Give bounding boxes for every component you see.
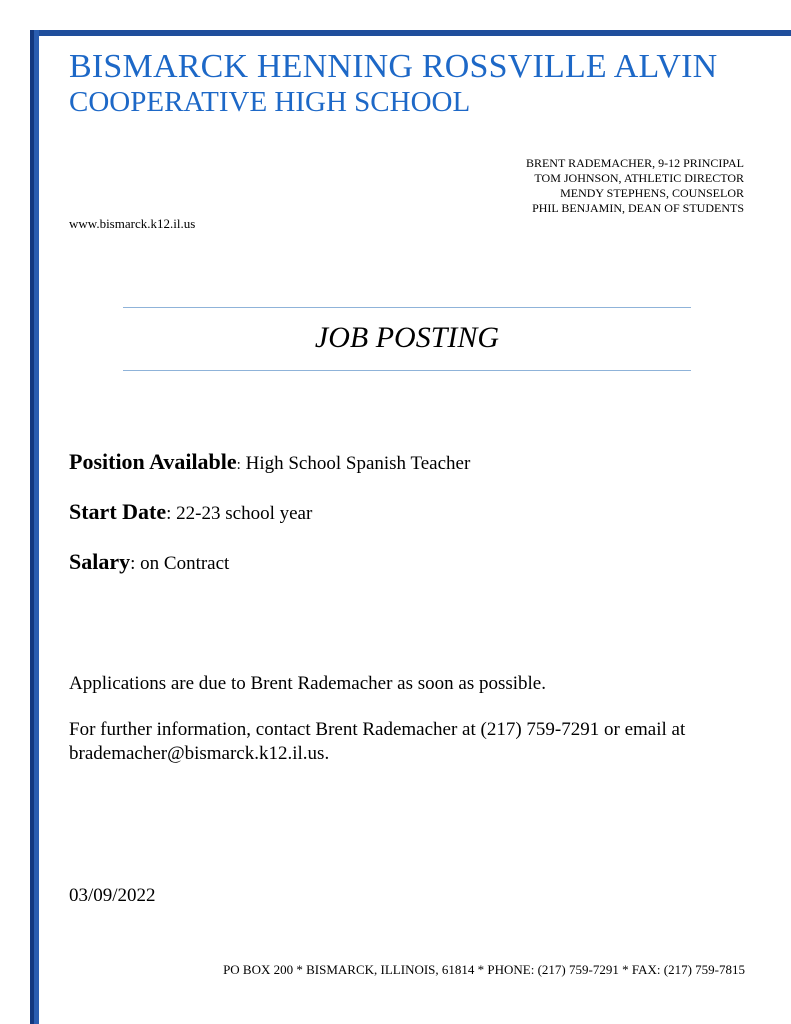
page-title: JOB POSTING	[314, 321, 500, 354]
title-rule-bottom	[123, 370, 691, 371]
salary-value: : on Contract	[130, 553, 230, 574]
staff-dean: PHIL BENJAMIN, DEAN OF STUDENTS	[532, 201, 744, 215]
school-name-line1: BISMARCK HENNING ROSSVILLE ALVIN	[69, 48, 718, 85]
salary-field	[69, 549, 229, 575]
start-date-label: Start Date	[69, 499, 167, 524]
salary-label: Salary	[69, 549, 131, 574]
start-date-value: : 22-23 school year	[166, 503, 313, 524]
position-field	[69, 449, 470, 475]
start-date-field	[69, 499, 312, 525]
staff-athletic-director: TOM JOHNSON, ATHLETIC DIRECTOR	[534, 171, 744, 185]
top-border	[30, 30, 791, 36]
position-colon: :	[236, 457, 241, 473]
staff-counselor: MENDY STEPHENS, COUNSELOR	[560, 186, 744, 200]
footer-address: PO BOX 200 * BISMARCK, ILLINOIS, 61814 * PHONE: (217) 759-7291 * FAX: (217) 759-7815	[223, 962, 745, 977]
staff-list	[526, 156, 744, 216]
applications-paragraph: Applications are due to Brent Rademacher as soon as possible.	[69, 673, 546, 694]
school-name-line2: COOPERATIVE HIGH SCHOOL	[69, 86, 471, 118]
position-label: Position Available	[69, 449, 237, 474]
title-rule-top	[123, 307, 691, 308]
contact-paragraph: For further information, contact Brent Rademacher at (217) 759-7291 or email at brademacher@bismarck.k12.il.us.	[69, 719, 686, 764]
posting-date: 03/09/2022	[69, 885, 156, 906]
left-border	[30, 30, 39, 1024]
staff-principal: BRENT RADEMACHER, 9-12 PRINCIPAL	[525, 156, 744, 170]
position-value: High School Spanish Teacher	[240, 453, 471, 474]
website-link[interactable]: www.bismarck.k12.il.us	[69, 216, 196, 231]
